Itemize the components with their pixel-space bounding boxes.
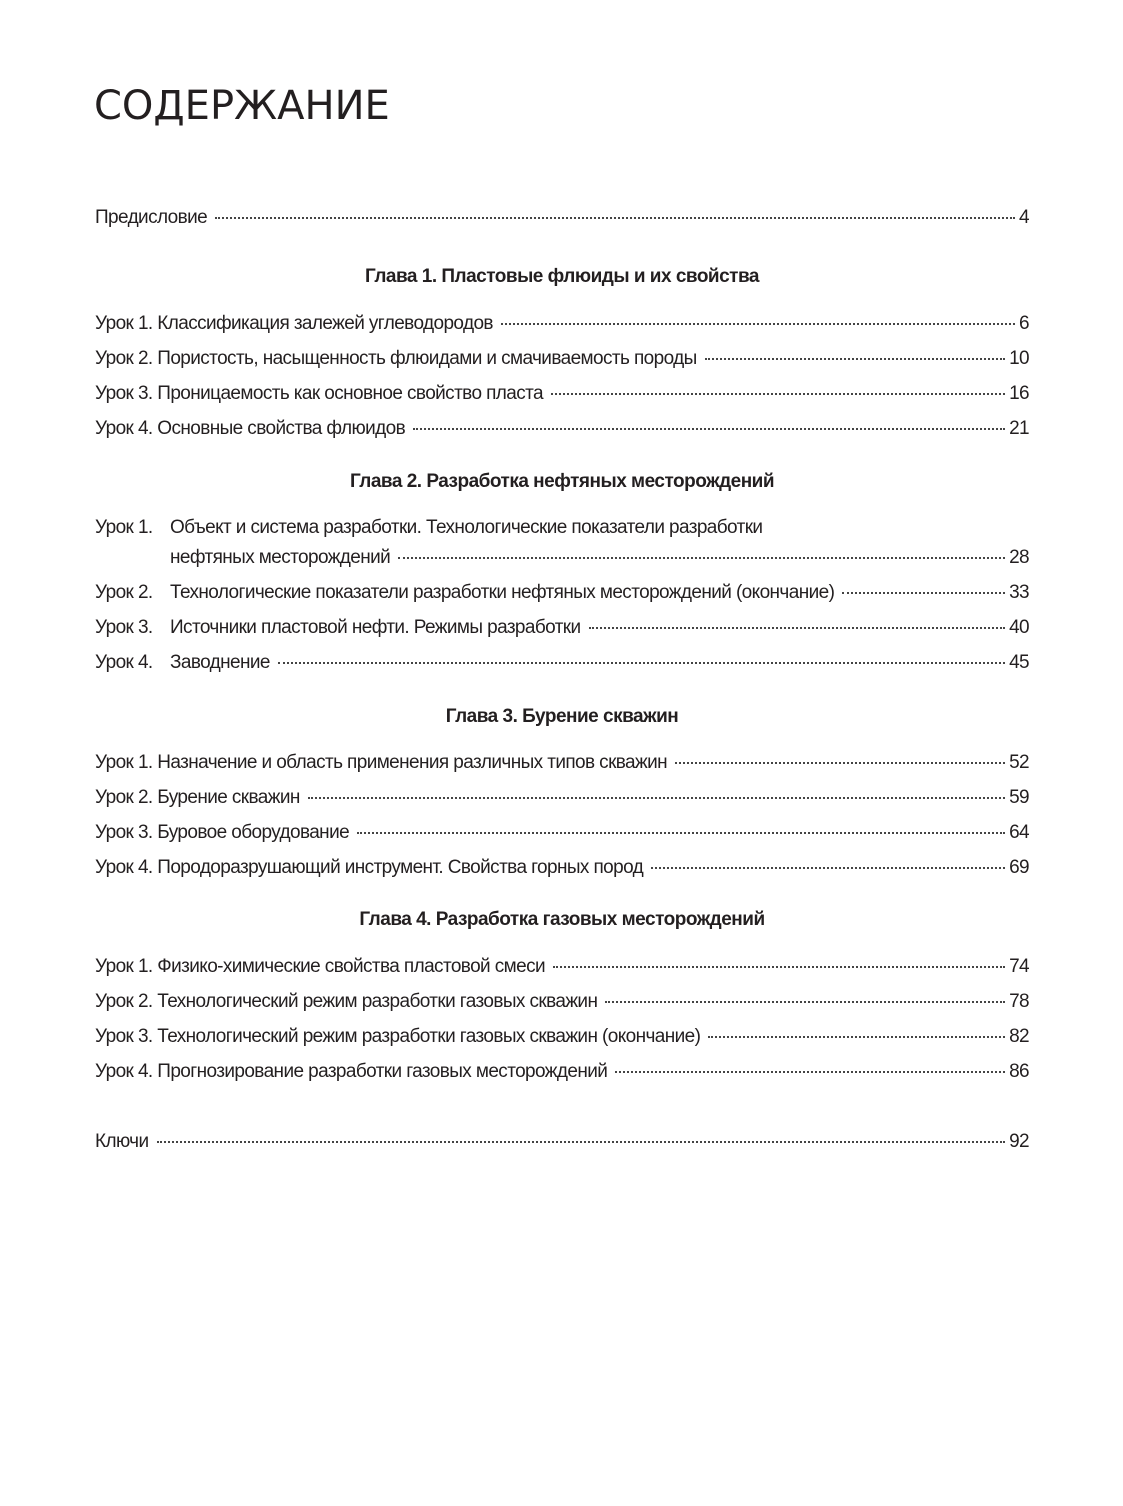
entry-label: Классификация залежей углеводородов (157, 313, 493, 334)
page-number: 4 (1019, 207, 1029, 228)
lesson-prefix: Урок 4. (95, 1061, 153, 1082)
entry-label: Источники пластовой нефти. Режимы разработки (170, 617, 581, 638)
chapter-heading: Глава 3. Бурение скважин (445, 706, 679, 727)
dot-leader (675, 761, 1005, 764)
page-number: 64 (1009, 822, 1029, 843)
lesson-prefix: Урок 4. (95, 857, 153, 878)
dot-leader (308, 796, 1005, 799)
dot-leader (215, 216, 1015, 219)
dot-leader (705, 357, 1005, 360)
page-number: 33 (1009, 582, 1029, 603)
toc-entry[interactable] (95, 785, 1029, 811)
dot-leader (278, 661, 1005, 664)
dot-leader (615, 1070, 1005, 1073)
dot-leader (413, 427, 1005, 430)
toc-entry[interactable] (95, 954, 1029, 980)
dot-leader (501, 322, 1015, 325)
toc-entry-keys[interactable] (95, 1129, 1029, 1155)
dot-leader (357, 831, 1005, 834)
dot-leader (842, 591, 1005, 594)
lesson-prefix: Урок 1. (95, 517, 153, 538)
toc-entry[interactable] (95, 381, 1029, 407)
chapter-heading: Глава 1. Пластовые флюиды и их свойства (365, 266, 759, 287)
page-number: 82 (1009, 1026, 1029, 1047)
toc-entry[interactable] (95, 1024, 1029, 1050)
dot-leader (157, 1140, 1006, 1143)
page-number: 86 (1009, 1061, 1029, 1082)
toc-entry[interactable] (95, 750, 1029, 776)
toc-entry-continuation[interactable] (170, 545, 1029, 571)
entry-label: Пористость, насыщенность флюидами и смачиваемость породы (157, 348, 697, 369)
entry-label: Технологические показатели разработки нефтяных месторождений (окончание) (170, 582, 835, 603)
toc-entry[interactable] (95, 855, 1029, 881)
page-number: 74 (1009, 956, 1029, 977)
page-number: 21 (1009, 418, 1029, 439)
lesson-prefix: Урок 3. (95, 617, 153, 638)
page-number: 16 (1009, 383, 1029, 404)
entry-label: Породоразрушающий инструмент. Свойства горных пород (157, 857, 644, 878)
entry-label: Назначение и область применения различных типов скважин (157, 752, 668, 773)
page-number: 69 (1009, 857, 1029, 878)
lesson-prefix: Урок 1. (95, 956, 153, 977)
toc-entry[interactable] (95, 615, 1029, 641)
lesson-prefix: Урок 2. (95, 787, 153, 808)
lesson-prefix: Урок 4. (95, 418, 153, 439)
chapter-heading: Глава 4. Разработка газовых месторождений (359, 909, 765, 930)
dot-leader (651, 866, 1005, 869)
entry-label: Основные свойства флюидов (157, 418, 406, 439)
page-number: 10 (1009, 348, 1029, 369)
entry-label: Технологический режим разработки газовых скважин (окончание) (157, 1026, 701, 1047)
dot-leader (398, 556, 1005, 559)
entry-label: Заводнение (170, 652, 270, 673)
toc-entry-preface[interactable] (95, 205, 1029, 231)
page-number: 59 (1009, 787, 1029, 808)
toc-entry-first-line[interactable] (95, 515, 1029, 541)
dot-leader (553, 965, 1005, 968)
entry-label: Ключи (95, 1131, 149, 1152)
toc-entry[interactable] (95, 416, 1029, 442)
dot-leader (708, 1035, 1005, 1038)
entry-label: Прогнозирование разработки газовых месторождений (157, 1061, 608, 1082)
lesson-prefix: Урок 2. (95, 582, 153, 603)
toc-entry[interactable] (95, 1059, 1029, 1085)
toc-entry[interactable] (95, 989, 1029, 1015)
page-title: СОДЕРЖАНИЕ (94, 83, 390, 129)
entry-label: Бурение скважин (157, 787, 300, 808)
toc-entry[interactable] (95, 311, 1029, 337)
dot-leader (551, 392, 1005, 395)
toc-entry[interactable] (95, 650, 1029, 676)
entry-label: нефтяных месторождений (170, 547, 391, 568)
lesson-prefix: Урок 1. (95, 752, 153, 773)
page-number: 78 (1009, 991, 1029, 1012)
lesson-prefix: Урок 3. (95, 822, 153, 843)
page-number: 45 (1009, 652, 1029, 673)
entry-label-line1: Объект и система разработки. Технологические показатели разработки (170, 517, 763, 538)
page-number: 6 (1019, 313, 1029, 334)
page-number: 52 (1009, 752, 1029, 773)
lesson-prefix: Урок 2. (95, 991, 153, 1012)
entry-label: Проницаемость как основное свойство пласта (157, 383, 544, 404)
entry-label: Физико-химические свойства пластовой смеси (157, 956, 545, 977)
lesson-prefix: Урок 2. (95, 348, 153, 369)
page-number: 92 (1009, 1131, 1029, 1152)
lesson-prefix: Урок 1. (95, 313, 153, 334)
chapter-heading: Глава 2. Разработка нефтяных месторождений (349, 471, 775, 492)
toc-entry[interactable] (95, 580, 1029, 606)
page-number: 28 (1009, 547, 1029, 568)
page-number: 40 (1009, 617, 1029, 638)
lesson-prefix: Урок 3. (95, 1026, 153, 1047)
entry-label: Технологический режим разработки газовых скважин (157, 991, 598, 1012)
lesson-prefix: Урок 3. (95, 383, 153, 404)
lesson-prefix: Урок 4. (95, 652, 153, 673)
dot-leader (605, 1000, 1005, 1003)
entry-label: Предисловие (95, 207, 208, 228)
entry-label: Буровое оборудование (157, 822, 350, 843)
toc-entry[interactable] (95, 346, 1029, 372)
dot-leader (589, 626, 1006, 629)
toc-entry[interactable] (95, 820, 1029, 846)
